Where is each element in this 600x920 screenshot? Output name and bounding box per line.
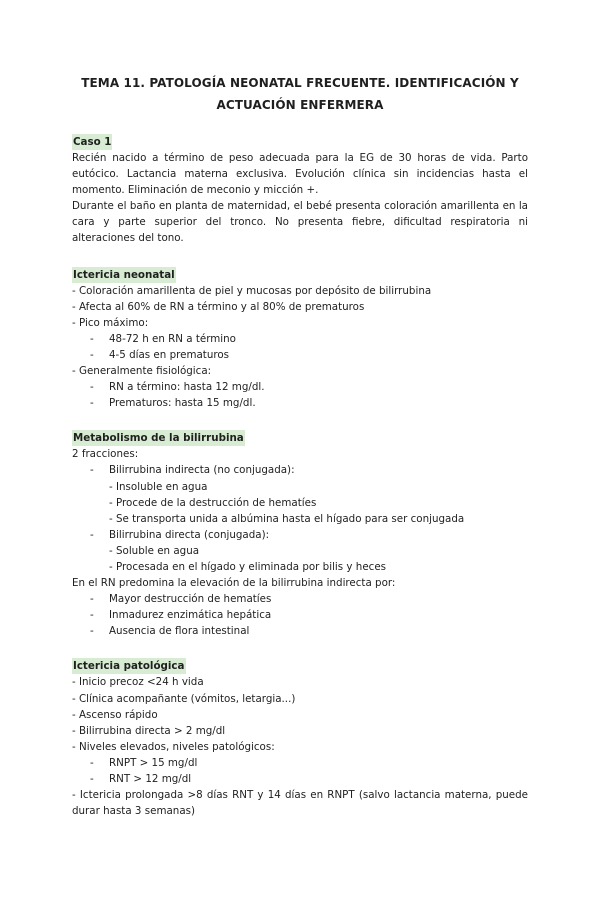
bullet-dash: - — [90, 348, 94, 361]
heading-ictericia-neonatal: Ictericia neonatal — [73, 268, 175, 281]
list-subsubitem: - Procesada en el hígado y eliminada por bilis y heces — [109, 560, 387, 573]
list-item: - Ascenso rápido — [72, 708, 158, 721]
bullet-dash: - — [90, 625, 94, 638]
section-metabolismo — [72, 426, 528, 639]
list-subitem — [72, 395, 528, 411]
subitem-text: RN a término: hasta 12 mg/dl. — [109, 381, 265, 394]
subitem-text: Bilirrubina directa (conjugada): — [109, 528, 270, 541]
section-ictericia-neonatal — [72, 263, 528, 412]
section-ictericia-patologica — [72, 654, 528, 819]
list-subitem — [72, 527, 528, 543]
list-item: - Bilirrubina directa > 2 mg/dl — [72, 724, 226, 737]
list-item: - Pico máximo: — [72, 316, 149, 329]
list-item: 2 fracciones: — [72, 448, 139, 461]
bullet-dash: - — [90, 773, 94, 785]
caso-paragraph-1: Recién nacido a término de peso adecuada para la EG de 30 horas de vida. Parto eutócico. Lactancia materna exclusiva. Evolución clínica sin incidencias hasta el momento. Eliminación de meconio y micción +. — [72, 152, 528, 197]
bullet-dash: - — [90, 464, 94, 477]
list-item: - Clínica acompañante (vómitos, letargia...) — [72, 692, 296, 705]
heading-caso-1: Caso 1 — [73, 136, 112, 148]
caso-paragraph-2: Durante el baño en planta de maternidad, el bebé presenta coloración amarillenta en la cara y parte superior del tronco. No presenta fiebre, dificultad respiratoria ni alteraciones del tono. — [72, 200, 528, 245]
list-subitem — [72, 379, 528, 395]
list-subitem — [72, 462, 528, 478]
heading-metabolismo: Metabolismo de la bilirrubina — [73, 432, 244, 445]
title-line-2: ACTUACIÓN ENFERMERA — [216, 98, 384, 112]
subitem-text: Bilirrubina indirecta (no conjugada): — [109, 464, 295, 477]
list-item: - Afecta al 60% de RN a término y al 80% de prematuros — [72, 300, 365, 313]
list-subsubitem: - Se transporta unida a albúmina hasta el hígado para ser conjugada — [109, 512, 465, 525]
subitem-text: Mayor destrucción de hematíes — [109, 593, 272, 606]
list-subitem — [72, 755, 528, 771]
list-subitem — [72, 771, 528, 787]
bullet-dash: - — [90, 381, 94, 394]
title-line-1: TEMA 11. PATOLOGÍA NEONATAL FRECUENTE. IDENTIFICACIÓN Y — [81, 76, 519, 90]
list-subsubitem: - Insoluble en agua — [109, 480, 208, 493]
subitem-text: 4-5 días en prematuros — [109, 348, 230, 361]
list-item: - Inicio precoz <24 h vida — [72, 676, 204, 689]
bullet-dash: - — [90, 332, 94, 345]
document-page — [0, 72, 600, 920]
bullet-dash: - — [90, 593, 94, 606]
subitem-text: RNT > 12 mg/dl — [109, 773, 192, 785]
subitem-text: RNPT > 15 mg/dl — [109, 756, 198, 769]
list-item: - Generalmente fisiológica: — [72, 365, 212, 378]
bullet-dash: - — [90, 397, 94, 410]
subitem-text: Prematuros: hasta 15 mg/dl. — [109, 397, 256, 410]
bullet-dash: - — [90, 528, 94, 541]
heading-ictericia-patologica: Ictericia patológica — [73, 660, 185, 673]
list-item: En el RN predomina la elevación de la bilirrubina indirecta por: — [72, 577, 396, 590]
list-subitem — [72, 607, 528, 623]
list-subsubitem: - Soluble en agua — [109, 544, 200, 557]
list-subitem — [72, 591, 528, 607]
list-item: - Coloración amarillenta de piel y mucosas por depósito de bilirrubina — [72, 284, 432, 297]
page-title — [72, 72, 528, 116]
subitem-text: Ausencia de flora intestinal — [109, 625, 250, 638]
list-subitem — [72, 623, 528, 639]
list-item: - Niveles elevados, niveles patológicos: — [72, 740, 275, 753]
bullet-dash: - — [90, 756, 94, 769]
bullet-dash: - — [90, 609, 94, 622]
list-subsubitem: - Procede de la destrucción de hematíes — [109, 496, 317, 509]
list-item-wrapped: - Ictericia prolongada >8 días RNT y 14 días en RNPT (salvo lactancia materna, puede durar hasta 3 semanas) — [72, 789, 528, 818]
list-subitem — [72, 347, 528, 363]
subitem-text: Inmadurez enzimática hepática — [109, 609, 272, 622]
subitem-text: 48-72 h en RN a término — [109, 332, 236, 345]
list-subitem — [72, 331, 528, 347]
section-caso-1 — [72, 130, 528, 247]
